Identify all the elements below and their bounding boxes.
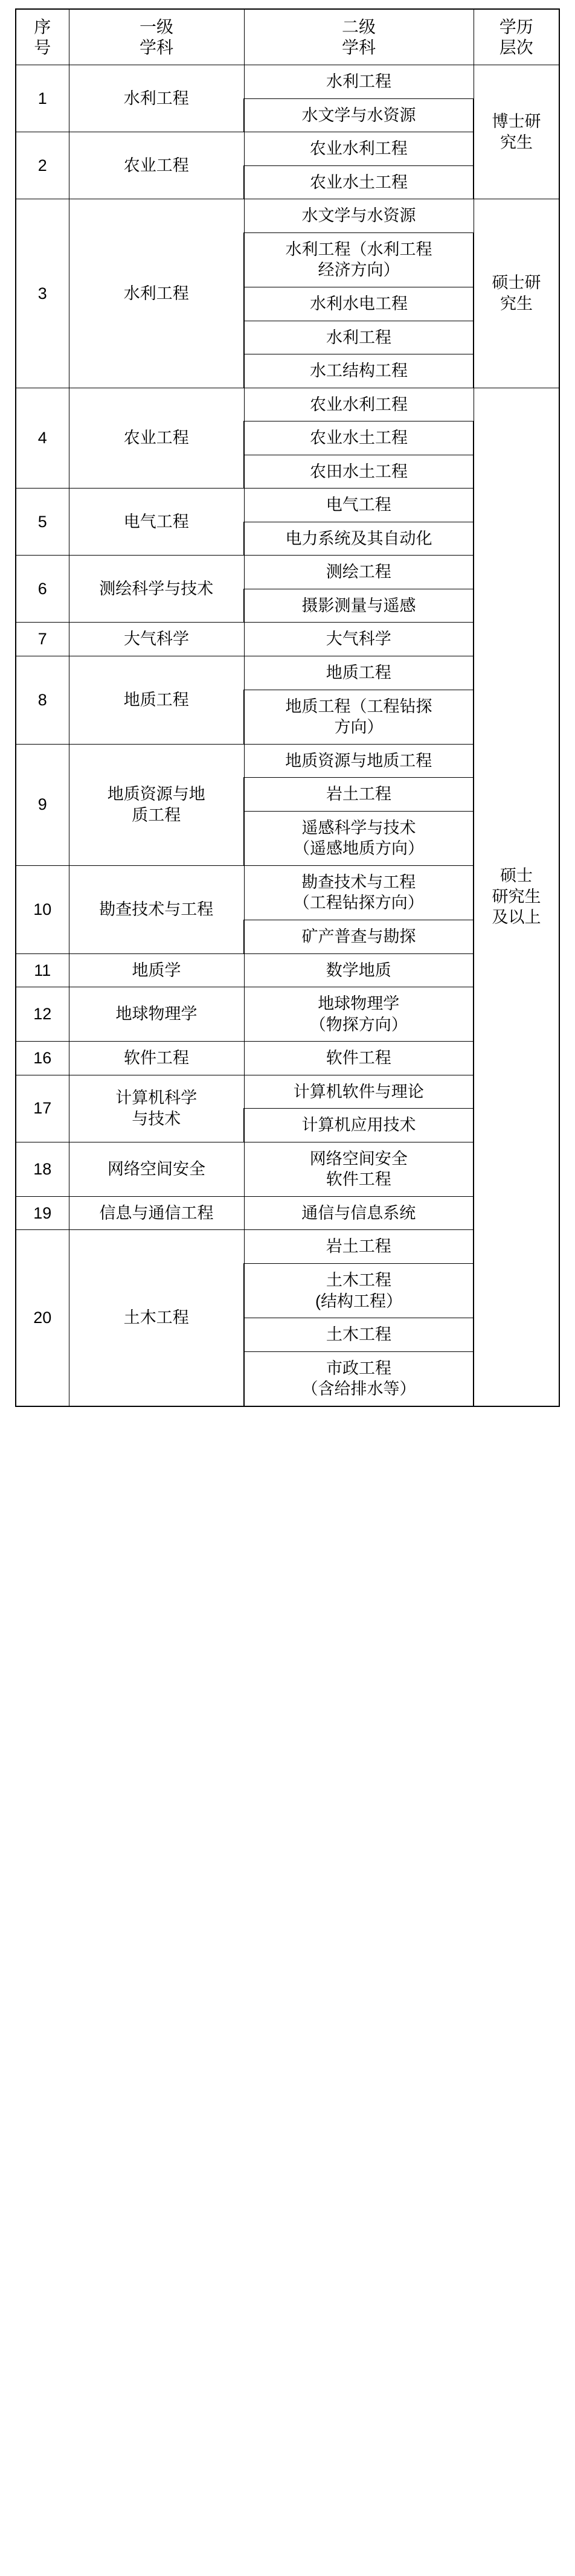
second-level-discipline-cell: 水利工程（水利工程 经济方向） xyxy=(244,232,474,287)
second-level-discipline-cell: 岩土工程 xyxy=(244,778,474,812)
row-number-cell: 3 xyxy=(16,199,69,388)
row-number-cell: 8 xyxy=(16,656,69,745)
row-number-cell: 7 xyxy=(16,623,69,656)
header-no xyxy=(16,9,69,65)
second-level-discipline-cell: 电力系统及其自动化 xyxy=(244,522,474,556)
second-level-discipline-cell: 土木工程 xyxy=(244,1318,474,1352)
first-level-discipline-cell: 水利工程 xyxy=(69,199,244,388)
row-number-cell: 6 xyxy=(16,556,69,623)
header-second-level xyxy=(244,9,474,65)
first-level-discipline-cell: 土木工程 xyxy=(69,1230,244,1406)
first-level-discipline-cell: 地质工程 xyxy=(69,656,244,745)
second-level-discipline-cell: 水文学与水资源 xyxy=(244,98,474,132)
second-level-discipline-cell: 网络空间安全 软件工程 xyxy=(244,1142,474,1196)
header-row xyxy=(16,9,559,65)
header-education-level xyxy=(474,9,559,65)
document-page xyxy=(0,8,575,2576)
second-level-discipline-cell: 农业水利工程 xyxy=(244,388,474,421)
second-level-discipline-cell: 测绘工程 xyxy=(244,556,474,589)
row-number-cell: 10 xyxy=(16,865,69,953)
first-level-discipline-cell: 大气科学 xyxy=(69,623,244,656)
row-number-cell: 5 xyxy=(16,489,69,556)
second-level-discipline-cell: 地球物理学 （物探方向） xyxy=(244,987,474,1042)
header-level-line2: 层次 xyxy=(499,37,533,57)
second-level-discipline-cell: 农业水土工程 xyxy=(244,165,474,199)
header-first-line1: 一级 xyxy=(139,18,173,36)
first-level-discipline-cell: 地球物理学 xyxy=(69,987,244,1042)
second-level-discipline-cell: 地质工程 xyxy=(244,656,474,690)
row-number-cell: 18 xyxy=(16,1142,69,1196)
row-number-cell: 4 xyxy=(16,388,69,489)
first-level-discipline-cell: 农业工程 xyxy=(69,388,244,489)
table-row xyxy=(16,388,559,421)
first-level-discipline-cell: 地质学 xyxy=(69,953,244,987)
row-number-cell: 19 xyxy=(16,1196,69,1230)
header-first-line2: 学科 xyxy=(139,37,173,57)
second-level-discipline-cell: 水利工程 xyxy=(244,65,474,99)
second-level-discipline-cell: 摄影测量与遥感 xyxy=(244,589,474,623)
header-level-line1: 学历 xyxy=(499,18,533,36)
table-body xyxy=(16,65,559,1406)
first-level-discipline-cell: 网络空间安全 xyxy=(69,1142,244,1196)
second-level-discipline-cell: 遥感科学与技术 （遥感地质方向） xyxy=(244,811,474,865)
second-level-discipline-cell: 勘查技术与工程 （工程钻探方向） xyxy=(244,865,474,920)
second-level-discipline-cell: 岩土工程 xyxy=(244,1230,474,1264)
header-second-line2: 学科 xyxy=(341,37,376,57)
second-level-discipline-cell: 软件工程 xyxy=(244,1042,474,1075)
second-level-discipline-cell: 矿产普查与勘探 xyxy=(244,920,474,953)
row-number-cell: 20 xyxy=(16,1230,69,1406)
first-level-discipline-cell: 电气工程 xyxy=(69,489,244,556)
education-level-cell: 硕士 研究生 及以上 xyxy=(474,388,559,1406)
first-level-discipline-cell: 农业工程 xyxy=(69,132,244,199)
first-level-discipline-cell: 水利工程 xyxy=(69,65,244,132)
second-level-discipline-cell: 地质工程（工程钻探 方向） xyxy=(244,690,474,744)
header-no-line2: 号 xyxy=(34,37,51,57)
row-number-cell: 12 xyxy=(16,987,69,1042)
header-second-line1: 二级 xyxy=(341,18,376,36)
second-level-discipline-cell: 农业水土工程 xyxy=(244,421,474,455)
first-level-discipline-cell: 测绘科学与技术 xyxy=(69,556,244,623)
header-first-level xyxy=(69,9,244,65)
first-level-discipline-cell: 信息与通信工程 xyxy=(69,1196,244,1230)
second-level-discipline-cell: 大气科学 xyxy=(244,623,474,656)
education-level-cell: 硕士研 究生 xyxy=(474,199,559,388)
second-level-discipline-cell: 水文学与水资源 xyxy=(244,199,474,233)
row-number-cell: 1 xyxy=(16,65,69,132)
header-no-line1: 序 xyxy=(34,18,51,36)
second-level-discipline-cell: 数学地质 xyxy=(244,953,474,987)
table-row xyxy=(16,65,559,99)
second-level-discipline-cell: 地质资源与地质工程 xyxy=(244,744,474,778)
second-level-discipline-cell: 水利工程 xyxy=(244,321,474,354)
row-number-cell: 9 xyxy=(16,744,69,865)
second-level-discipline-cell: 农业水利工程 xyxy=(244,132,474,166)
first-level-discipline-cell: 地质资源与地 质工程 xyxy=(69,744,244,865)
second-level-discipline-cell: 通信与信息系统 xyxy=(244,1196,474,1230)
second-level-discipline-cell: 电气工程 xyxy=(244,489,474,522)
table-header xyxy=(16,9,559,65)
second-level-discipline-cell: 农田水土工程 xyxy=(244,455,474,489)
education-level-cell: 博士研 究生 xyxy=(474,65,559,199)
first-level-discipline-cell: 勘查技术与工程 xyxy=(69,865,244,953)
second-level-discipline-cell: 市政工程 （含给排水等） xyxy=(244,1351,474,1406)
row-number-cell: 2 xyxy=(16,132,69,199)
row-number-cell: 17 xyxy=(16,1075,69,1142)
discipline-table xyxy=(15,8,560,1407)
second-level-discipline-cell: 水利水电工程 xyxy=(244,287,474,321)
first-level-discipline-cell: 计算机科学 与技术 xyxy=(69,1075,244,1142)
second-level-discipline-cell: 水工结构工程 xyxy=(244,354,474,388)
first-level-discipline-cell: 软件工程 xyxy=(69,1042,244,1075)
table-row xyxy=(16,199,559,233)
second-level-discipline-cell: 计算机应用技术 xyxy=(244,1109,474,1142)
second-level-discipline-cell: 土木工程 (结构工程） xyxy=(244,1263,474,1318)
row-number-cell: 16 xyxy=(16,1042,69,1075)
second-level-discipline-cell: 计算机软件与理论 xyxy=(244,1075,474,1109)
row-number-cell: 11 xyxy=(16,953,69,987)
